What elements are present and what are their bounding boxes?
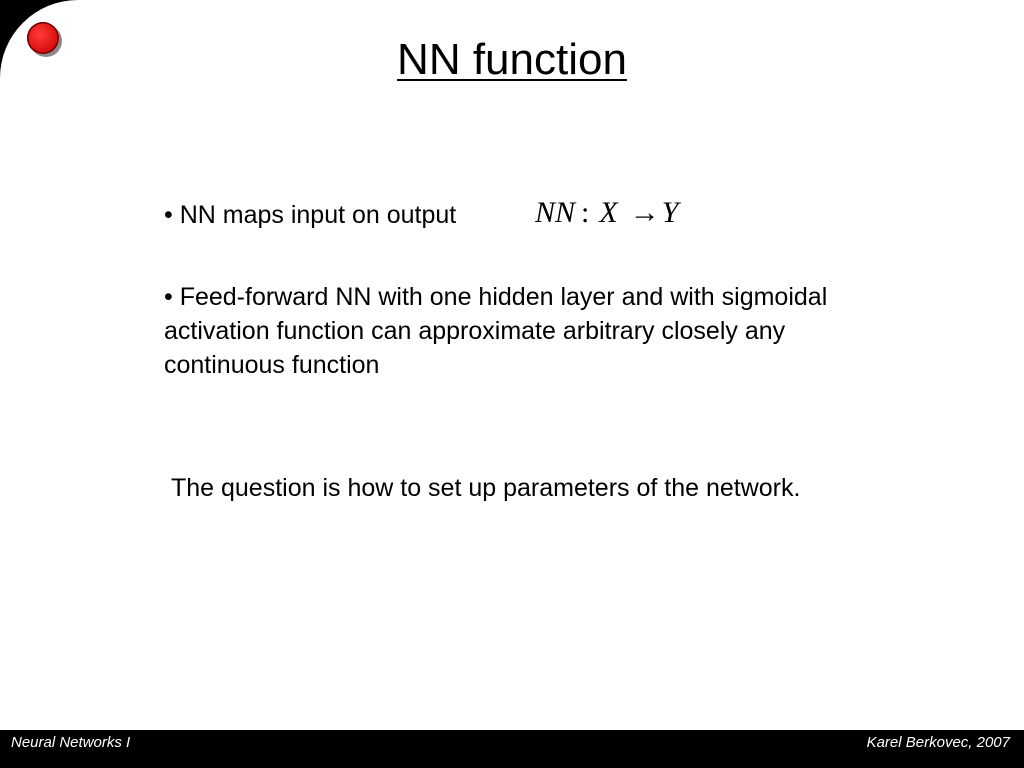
bullet-nn-maps: • NN maps input on output [164, 201, 457, 229]
slide-title: NN function [397, 35, 627, 84]
footer-course-name: Neural Networks I [11, 734, 131, 751]
formula-codomain: Y [661, 196, 679, 229]
formula-lhs: NN [535, 196, 576, 229]
question-paragraph: The question is how to set up parameters of the network. [164, 474, 801, 502]
bullet-feed-forward: • Feed-forward NN with one hidden layer and with sigmoidal activation function can approximate arbitrary closely any continuous function [164, 283, 828, 379]
footer-author-year: Karel Berkovec, 2007 [866, 734, 1010, 751]
formula-separator: : [581, 196, 590, 229]
formula-domain: X [599, 196, 618, 229]
formula-nn-mapping [535, 195, 678, 231]
arrow-right-icon: → [629, 196, 660, 229]
